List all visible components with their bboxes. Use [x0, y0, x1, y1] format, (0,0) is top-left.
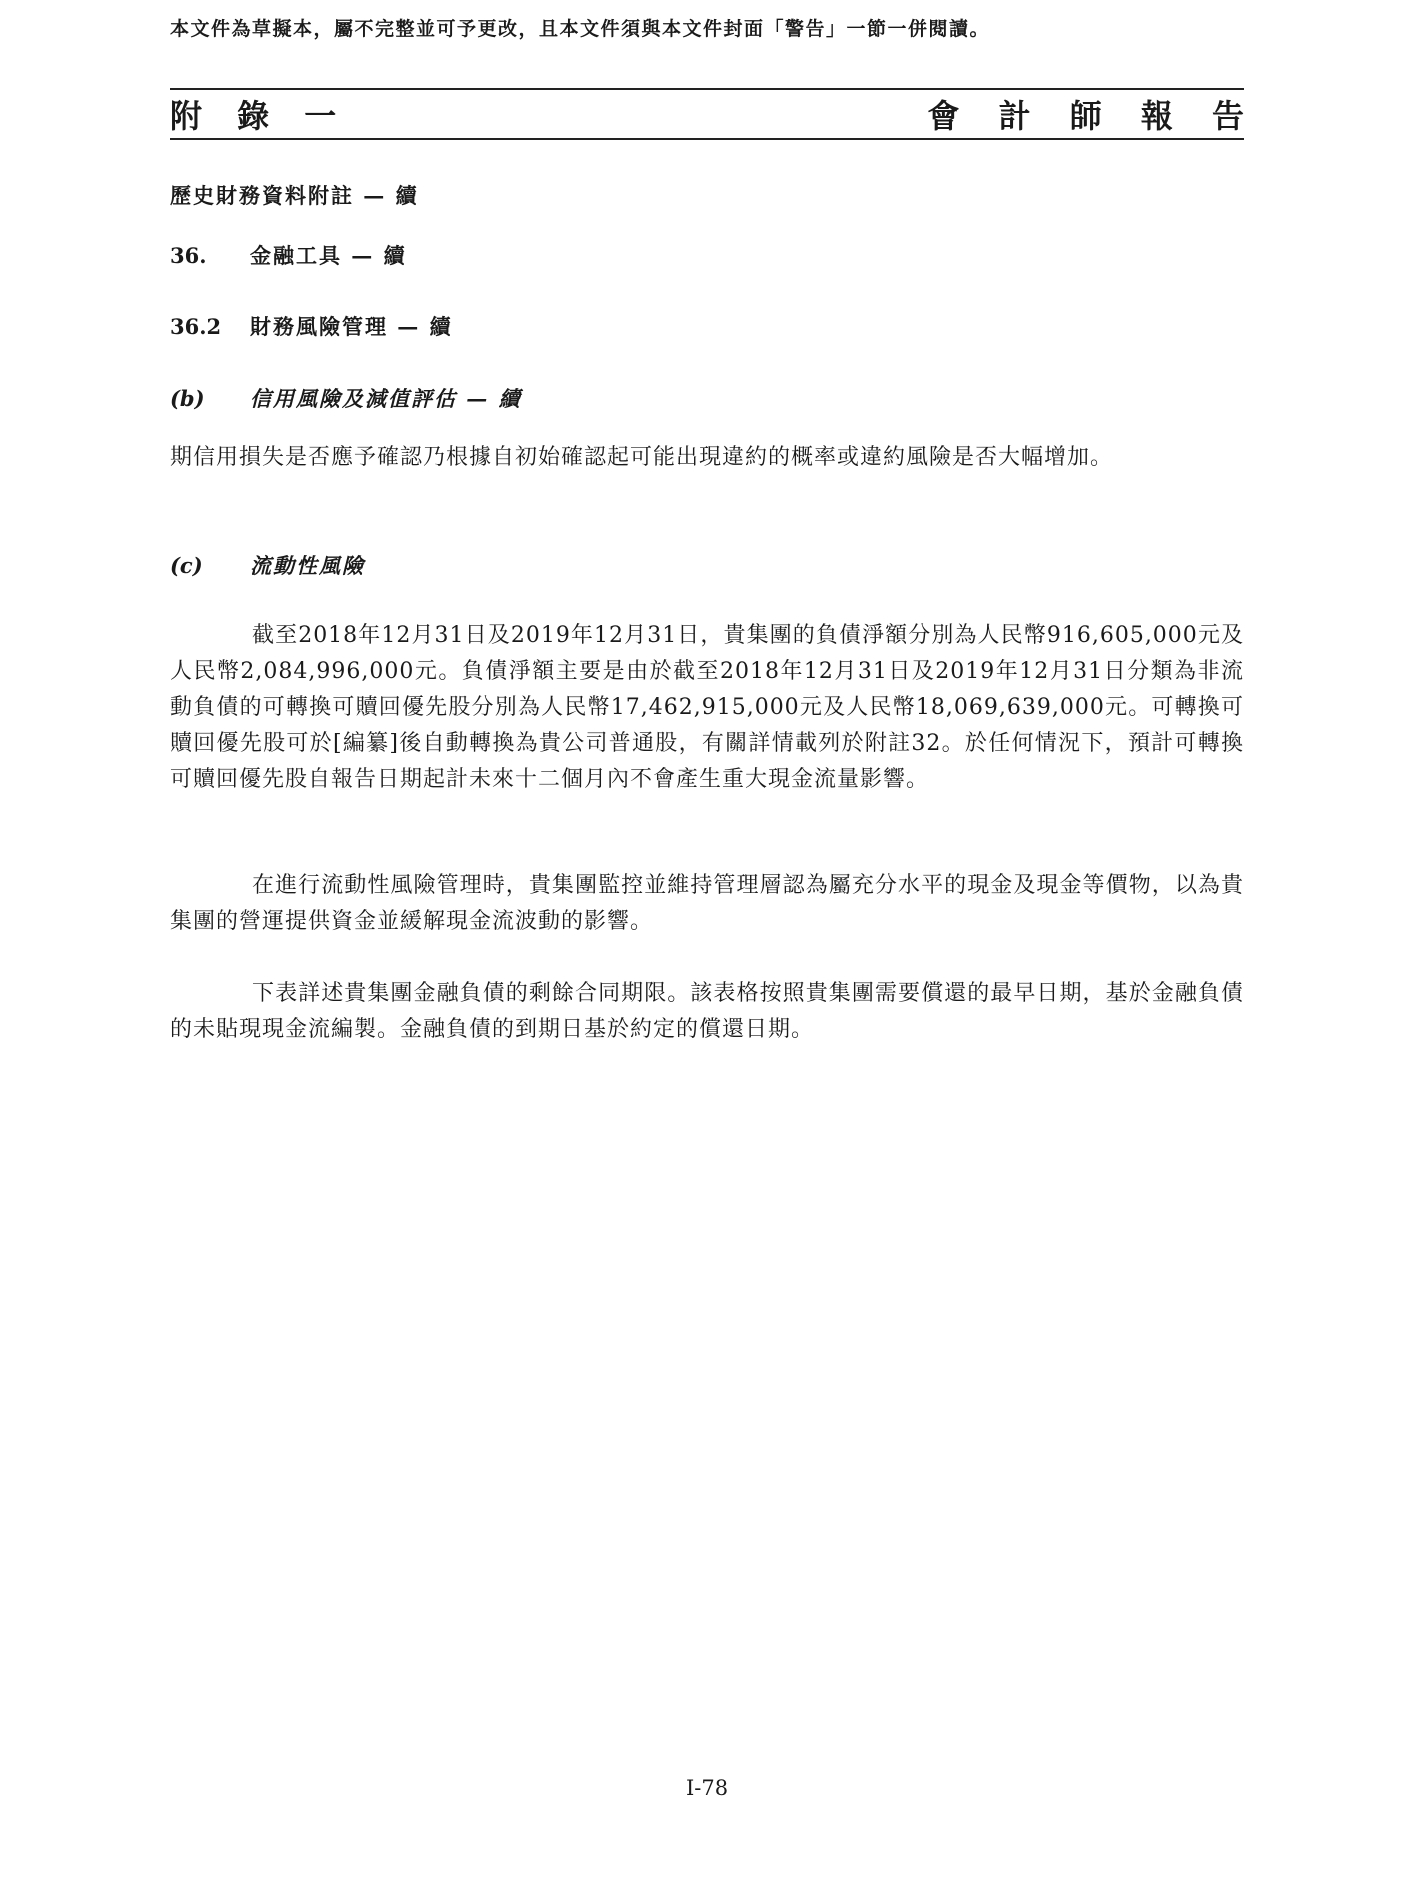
heading-c-number: (c)	[170, 553, 203, 578]
heading-36-2	[170, 311, 453, 341]
paragraph-c3: 下表詳述貴集團金融負債的剩餘合同期限。該表格按照貴集團需要償還的最早日期，基於金融負債的未貼現現金流編製。金融負債的到期日基於約定的償還日期。	[170, 981, 1244, 1042]
appendix-label: 附 錄 一	[170, 97, 349, 135]
heading-36-title: 金融工具 — 續	[250, 243, 407, 268]
draft-disclaimer: 本文件為草擬本，屬不完整並可予更改，且本文件須與本文件封面「警告」一節一併閱讀。	[170, 18, 991, 40]
page-number: I-78	[685, 1776, 729, 1800]
page-header	[170, 88, 1258, 140]
heading-36-2-title: 財務風險管理 — 續	[250, 314, 453, 339]
heading-c	[170, 550, 365, 580]
heading-36	[170, 240, 407, 270]
report-title: 會 計 師 報 告	[927, 97, 1258, 135]
heading-36-2-number: 36.2	[170, 314, 222, 339]
heading-c-title: 流動性風險	[250, 553, 365, 578]
heading-b-number: (b)	[170, 386, 205, 411]
paragraph-c1: 截至2018年12月31日及2019年12月31日，貴集團的負債淨額分別為人民幣916,605,000元及人民幣2,084,996,000元。負債淨額主要是由於截至2018年12月31日及2019年12月31日分類為非流動負債的可轉換可贖回優先股分別為人民幣17,462,915,000元及人民幣18,069,639,000元。可轉換可贖回優先股可於[編纂]後自動轉換為貴公司普通股，有關詳情載列於附註32。於任何情況下，預計可轉換可贖回優先股自報告日期起計未來十二個月內不會產生重大現金流量影響。	[170, 623, 1244, 792]
paragraph-c2: 在進行流動性風險管理時，貴集團監控並維持管理層認為屬充分水平的現金及現金等價物，以為貴集團的營運提供資金並緩解現金流波動的影響。	[170, 873, 1244, 934]
heading-b-title: 信用風險及減值評估 — 續	[250, 386, 522, 411]
heading-36-number: 36.	[170, 243, 207, 268]
heading-b	[170, 383, 522, 413]
document-page	[170, 0, 1258, 1881]
section-title: 歷史財務資料附註 — 續	[170, 183, 419, 208]
paragraph-b: 期信用損失是否應予確認乃根據自初始確認起可能出現違約的概率或違約風險是否大幅增加。	[170, 445, 1114, 470]
